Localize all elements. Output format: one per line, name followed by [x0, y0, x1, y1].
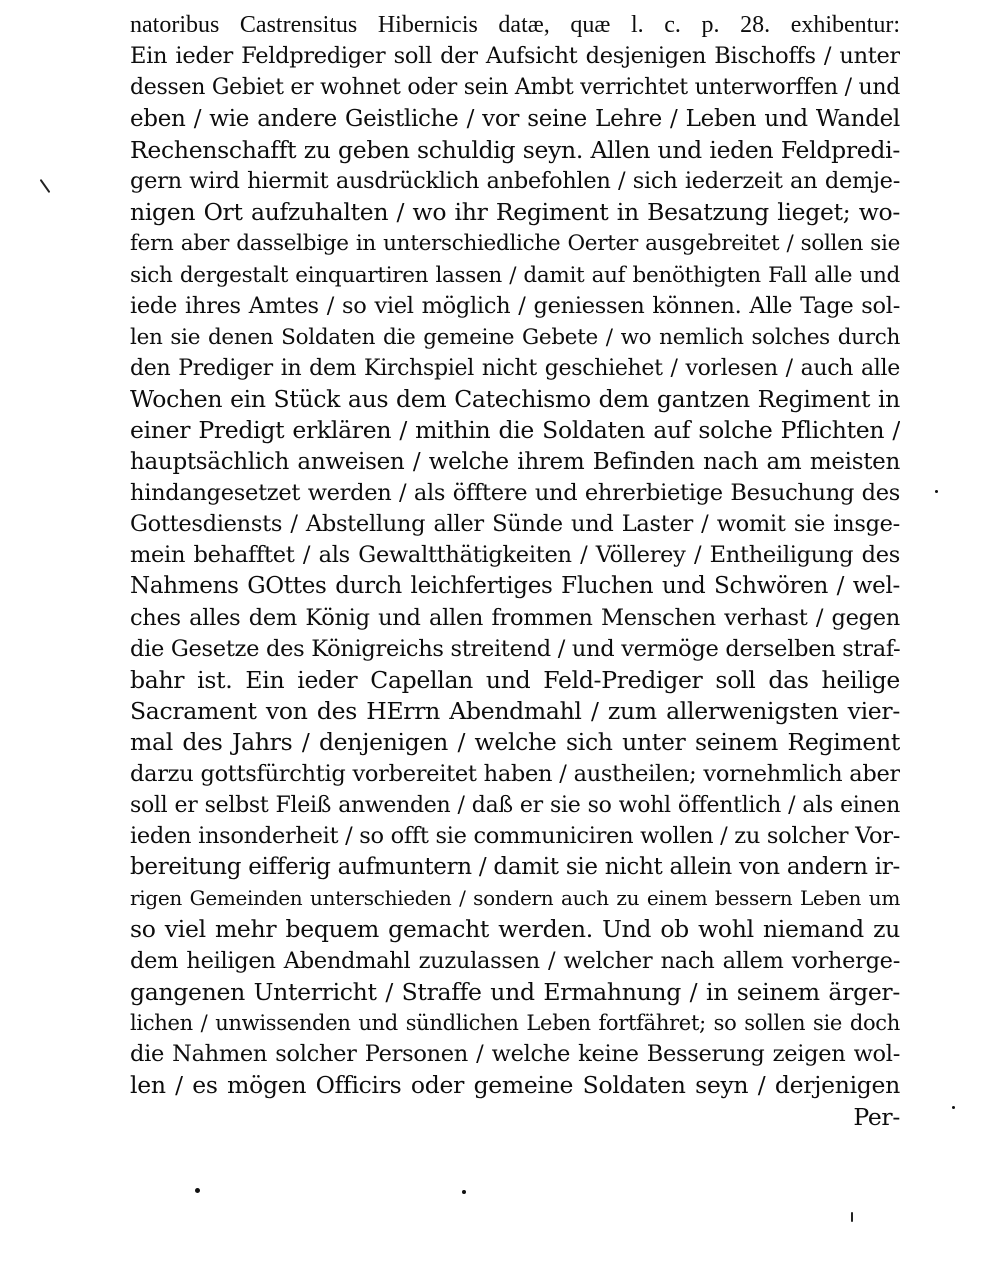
text-line-11: len sie denen Soldaten die gemeine Gebete / wo nemlich solches durch: [130, 324, 900, 350]
margin-mark: [40, 179, 51, 193]
text-line-21: die Gesetze des Königreichs streitend / und vermöge derselben straf-: [130, 635, 900, 662]
text-line-24: mal des Jahrs / denjenigen / welche sich unter seinem Regiment: [130, 728, 900, 757]
body-text: [130, 10, 900, 1133]
text-line-30: so viel mehr bequem gemacht werden. Und ob wohl niemand zu: [130, 915, 900, 944]
text-line-25: darzu gottsfürchtig vorbereitet haben / austheilen; vornehmlich aber: [130, 760, 900, 787]
text-line-34: die Nahmen solcher Personen / welche keine Besserung zeigen wol-: [130, 1041, 900, 1068]
text-line-13: Wochen ein Stück aus dem Catechismo dem gantzen Regiment in: [130, 385, 900, 414]
text-line-8: fern aber dasselbige in unterschiedliche Oerter ausgebreitet / sollen sie: [130, 231, 900, 257]
text-line-29: rigen Gemeinden unterschieden / sondern auch zu einem bessern Leben um: [130, 886, 900, 911]
text-line-3: dessen Gebiet er wohnet oder sein Ambt verrichtet unterworffen / und: [130, 75, 900, 101]
text-line-26: soll er selbst Fleiß anwenden / daß er sie so wohl öffentlich / als einen: [130, 792, 900, 818]
text-line-20: ches alles dem König und allen frommen Menschen verhast / gegen: [130, 604, 900, 631]
text-line-17: Gottesdiensts / Abstellung aller Sünde und Laster / womit sie insge-: [130, 511, 900, 537]
text-line-28: bereitung eifferig aufmuntern / damit sie nicht allein von andern ir-: [130, 854, 900, 881]
text-line-4: eben / wie andere Geistliche / vor seine Lehre / Leben und Wandel: [130, 105, 900, 132]
scan-speck: [462, 1190, 466, 1194]
text-line-16: hindangesetzet werden / als öfftere und ehrerbietige Besuchung des: [130, 479, 900, 506]
text-line-7: nigen Ort aufzuhalten / wo ihr Regiment in Besatzung lieget; wo-: [130, 198, 900, 227]
text-line-31: dem heiligen Abendmahl zuzulassen / welcher nach allem vorherge-: [130, 947, 900, 974]
text-line-22: bahr ist. Ein ieder Capellan und Feld-Prediger soll das heilige: [130, 665, 900, 694]
text-line-2: Ein ieder Feldprediger soll der Aufsicht desjenigen Bischoffs / unter: [130, 43, 900, 70]
scan-speck: [935, 490, 938, 493]
scan-speck: [195, 1188, 200, 1193]
text-line-23: Sacrament von des HErrn Abendmahl / zum allerwenigsten vier-: [130, 697, 900, 726]
catchword: Per-: [853, 1102, 900, 1131]
text-line-9: sich dergestalt einquartiren lassen / damit auf benöthigten Fall alle und: [130, 262, 900, 288]
text-line-6: gern wird hiermit ausdrücklich anbefohlen / sich iederzeit an demje-: [130, 167, 900, 194]
text-line-35: len / es mögen Officirs oder gemeine Soldaten seyn / derjenigen: [130, 1071, 900, 1100]
margin-mark: [851, 1212, 853, 1222]
text-line-15: hauptsächlich anweisen / welche ihrem Befinden nach am meisten: [130, 448, 900, 475]
text-line-12: den Prediger in dem Kirchspiel nicht geschiehet / vorlesen / auch alle: [130, 356, 900, 382]
text-line-19: Nahmens GOttes durch leichfertiges Fluchen und Schwören / wel-: [130, 573, 900, 600]
text-line-18: mein behafftet / als Gewaltthätigkeiten / Völlerey / Entheiligung des: [130, 542, 900, 569]
text-line-5: Rechenschafft zu geben schuldig seyn. Allen und ieden Feldpredi-: [130, 135, 900, 164]
text-line-14: einer Predigt erklären / mithin die Soldaten auf solche Pflichten /: [130, 416, 900, 445]
scan-speck: [952, 1106, 955, 1109]
text-line-32: gangenen Unterricht / Straffe und Ermahnung / in seinem ärger-: [130, 977, 900, 1006]
text-line-1: natoribus Castrensitus Hibernicis datæ, quæ l. c. p. 28. exhibentur:: [130, 12, 900, 38]
text-line-33: lichen / unwissenden und sündlichen Leben fortfähret; so sollen sie doch: [130, 1011, 900, 1035]
text-line-10: iede ihres Amtes / so viel möglich / geniessen können. Alle Tage sol-: [130, 292, 900, 319]
text-line-27: ieden insonderheit / so offt sie communiciren wollen / zu solcher Vor-: [130, 822, 900, 849]
